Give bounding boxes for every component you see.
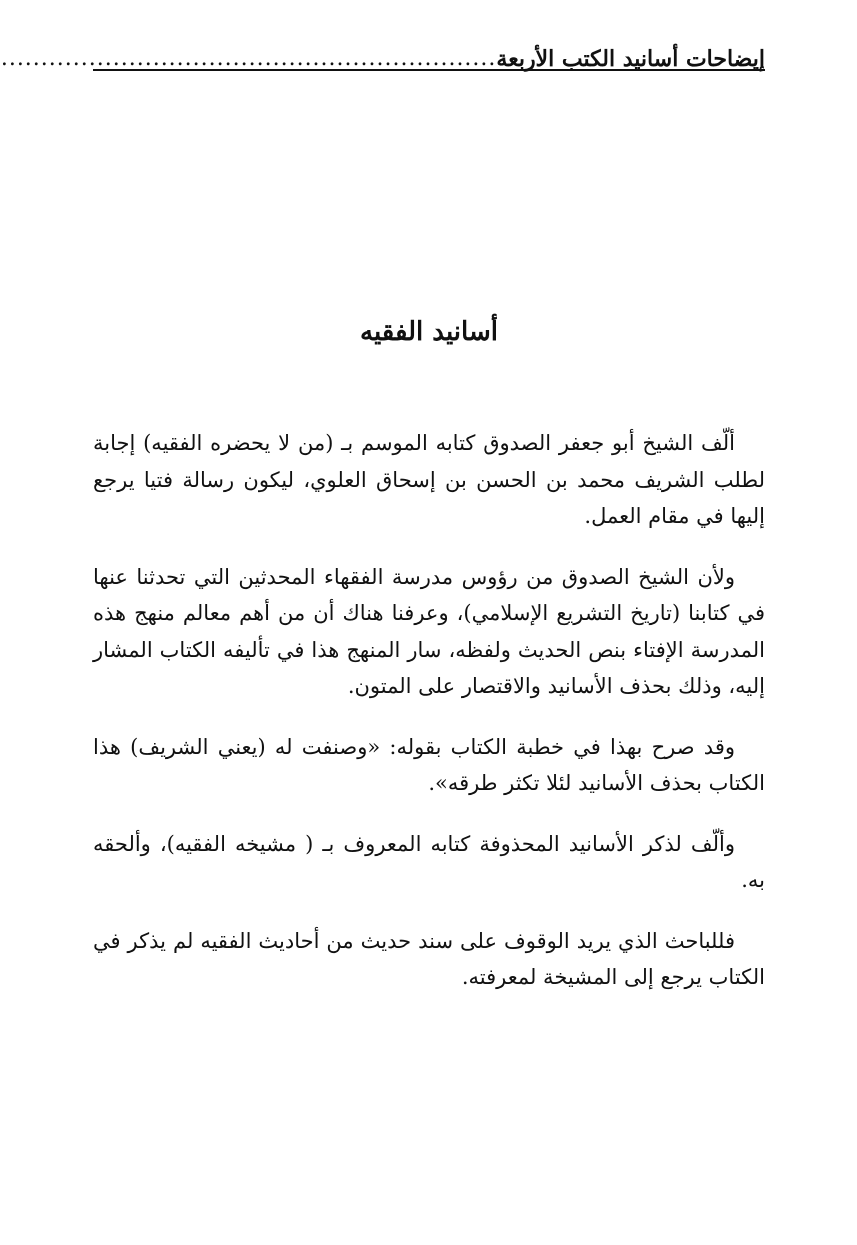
paragraph-1: ألّف الشيخ أبو جعفر الصدوق كتابه الموسم بـ (من لا يحضره الفقيه) إجابة لطلب الشريف محمد بن الحسن بن إسحاق العلوي، ليكون رسالة فتيا يرجع إليها في مقام العمل. [93, 431, 765, 528]
paragraph-3: وقد صرح بهذا في خطبة الكتاب بقوله: «وصنفت له (يعني الشريف) هذا الكتاب بحذف الأسانيد لئلا تكثر طرقه». [93, 734, 765, 795]
paragraph-2: ولأن الشيخ الصدوق من رؤوس مدرسة الفقهاء المحدثين التي تحدثنا عنها في كتابنا (تاريخ التشريع الإسلامي)، وعرفنا هناك أن من أهم معالم منهج هذه المدرسة الإفتاء بنص الحديث ولفظه، سار المنهج هذا في تأليفه الكتاب المشار إليه، وذلك بحذف الأسانيد والاقتصار على المتون. [93, 564, 765, 698]
header-rule [93, 69, 765, 71]
running-header-title: إيضاحات أسانيد الكتب الأربعة [496, 46, 765, 72]
section-title: أسانيد الفقيه [360, 317, 498, 347]
paragraph-4: وألّف لذكر الأسانيد المحذوفة كتابه المعروف بـ ( مشيخه الفقيه)، وألحقه به. [93, 831, 765, 892]
running-header [0, 38, 765, 72]
paragraph-5: فللباحث الذي يريد الوقوف على سند حديث من أحاديث الفقيه لم يذكر في الكتاب يرجع إلى المشيخة لمعرفته. [93, 928, 765, 989]
header-dot-leader: .............................................................. [0, 46, 497, 71]
page-number [0, 46, 1, 72]
body-text [93, 425, 765, 1020]
